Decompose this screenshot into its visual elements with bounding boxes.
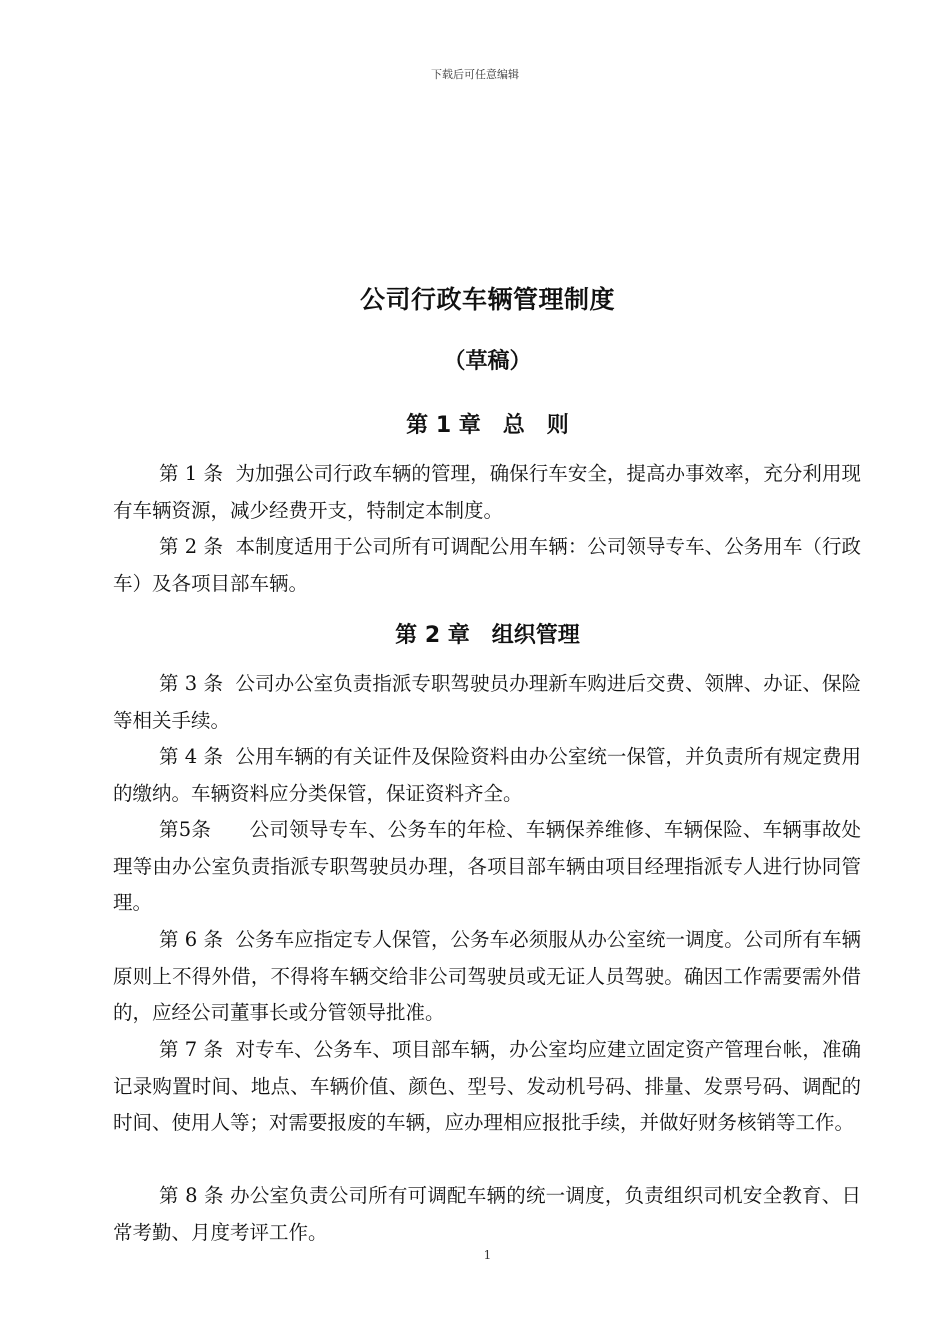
article-6: 第 6 条 公务车应指定专人保管，公务车必须服从办公室统一调度。公司所有车辆原则上不得外借，不得将车辆交给非公司驾驶员或无证人员驾驶。确因工作需要需外借的，应经公司董事长或分管领导批准。 bbox=[113, 928, 861, 1024]
chapter-heading-2: 第 2 章 组织管理 bbox=[395, 623, 580, 648]
document-subtitle: （草稿） bbox=[443, 349, 532, 374]
header-note: 下载后可任意编辑 bbox=[431, 68, 519, 81]
article-2: 第 2 条 本制度适用于公司所有可调配公用车辆：公司领导专车、公务用车（行政车）及各项目部车辆。 bbox=[113, 535, 861, 595]
chapter-heading-1: 第 1 章 总 则 bbox=[406, 413, 569, 438]
article-1: 第 1 条 为加强公司行政车辆的管理，确保行车安全，提高办事效率，充分利用现有车辆资源，减少经费开支，特制定本制度。 bbox=[113, 462, 861, 522]
article-8: 第 8 条 办公室负责公司所有可调配车辆的统一调度，负责组织司机安全教育、日常考勤、月度考评工作。 bbox=[113, 1184, 861, 1244]
document-title: 公司行政车辆管理制度 bbox=[359, 285, 615, 314]
page-number: 1 bbox=[483, 1248, 492, 1262]
article-5: 第5条 公司领导专车、公务车的年检、车辆保养维修、车辆保险、车辆事故处理等由办公室负责指派专职驾驶员办理，各项目部车辆由项目经理指派专人进行协同管理。 bbox=[113, 818, 861, 914]
article-3: 第 3 条 公司办公室负责指派专职驾驶员办理新车购进后交费、领牌、办证、保险等相关手续。 bbox=[113, 672, 861, 732]
article-7: 第 7 条 对专车、公务车、项目部车辆，办公室均应建立固定资产管理台帐，准确记录购置时间、地点、车辆价值、颜色、型号、发动机号码、排量、发票号码、调配的时间、使用人等；对需要报废的车辆，应办理相应报批手续，并做好财务核销等工作。 bbox=[113, 1038, 861, 1134]
article-4: 第 4 条 公用车辆的有关证件及保险资料由办公室统一保管，并负责所有规定费用的缴纳。车辆资料应分类保管，保证资料齐全。 bbox=[113, 745, 861, 805]
